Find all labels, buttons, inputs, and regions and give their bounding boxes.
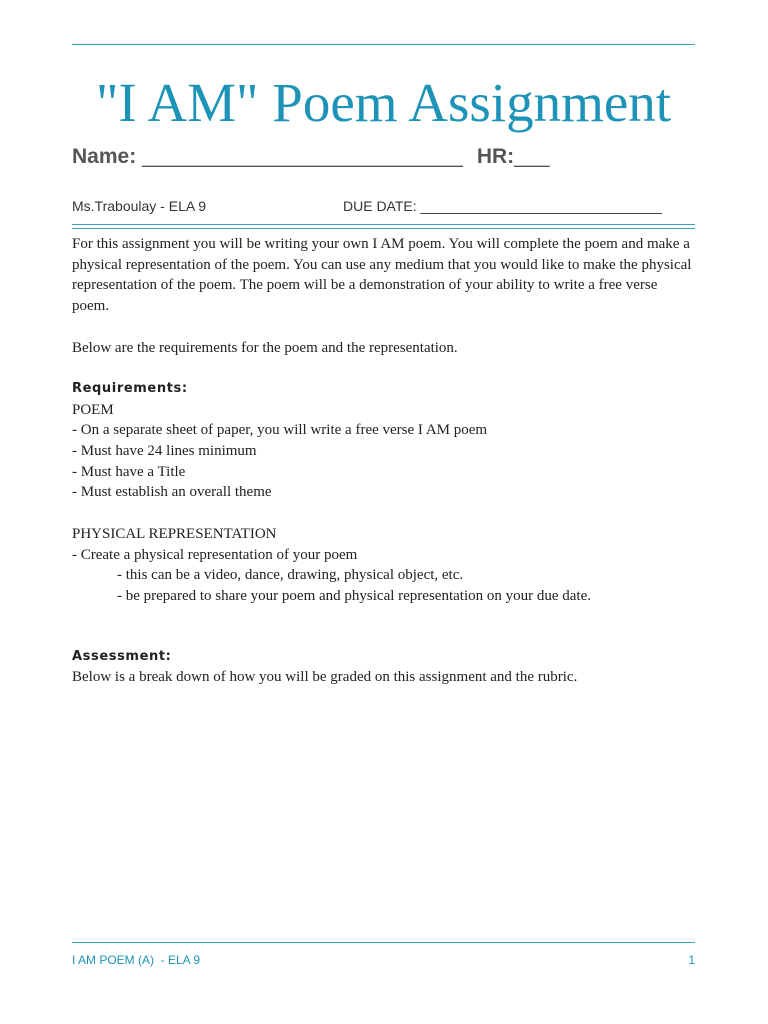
list-item: - Must have a Title (72, 463, 186, 480)
page-number: 1 (688, 953, 695, 967)
teacher-class: Ms.Traboulay - ELA 9 (72, 198, 207, 214)
requirements-heading: Requirements: (72, 380, 188, 396)
name-blank: ___________________________ (136, 145, 463, 168)
below-paragraph: Below are the requirements for the poem and the representation. (72, 339, 458, 356)
footer-doc-label: I AM POEM (A) - ELA 9 (72, 953, 201, 967)
sub-list-item: - be prepared to share your poem and physical representation on your due date. (117, 587, 591, 604)
assessment-paragraph: Below is a break down of how you will be graded on this assignment and the rubric. (72, 669, 578, 686)
list-item: - Create a physical representation of your poem (72, 546, 358, 563)
header-rule-lower (72, 228, 695, 229)
hr-blank: ___ (514, 145, 550, 168)
list-item: - On a separate sheet of paper, you will write a free verse I AM poem (72, 422, 488, 439)
physical-heading: PHYSICAL REPRESENTATION (72, 525, 277, 542)
list-item: - Must have 24 lines minimum (72, 443, 257, 459)
due-date: DUE DATE: _______________________________ (343, 198, 662, 214)
top-rule (72, 44, 695, 45)
assessment-heading: Assessment: (72, 648, 172, 664)
poem-heading: POEM (72, 401, 114, 418)
footer-rule (72, 942, 695, 943)
header-rule-upper (72, 224, 695, 225)
name-line (72, 145, 550, 169)
name-label: Name: (72, 145, 137, 168)
list-item: - Must establish an overall theme (72, 484, 272, 501)
page-title: "I AM" Poem Assignment (95, 72, 672, 133)
hr-label: HR: (476, 145, 515, 168)
sub-list-item: - this can be a video, dance, drawing, physical object, etc. (117, 567, 464, 584)
assignment-body (72, 234, 695, 688)
intro-paragraph: For this assignment you will be writing your own I AM poem. You will complete the poem and make a physical representation of the poem. You can use any medium that you would like to make the physical representation of the poem. The poem will be a demonstration of your ability to write a free verse poem. (72, 236, 692, 315)
